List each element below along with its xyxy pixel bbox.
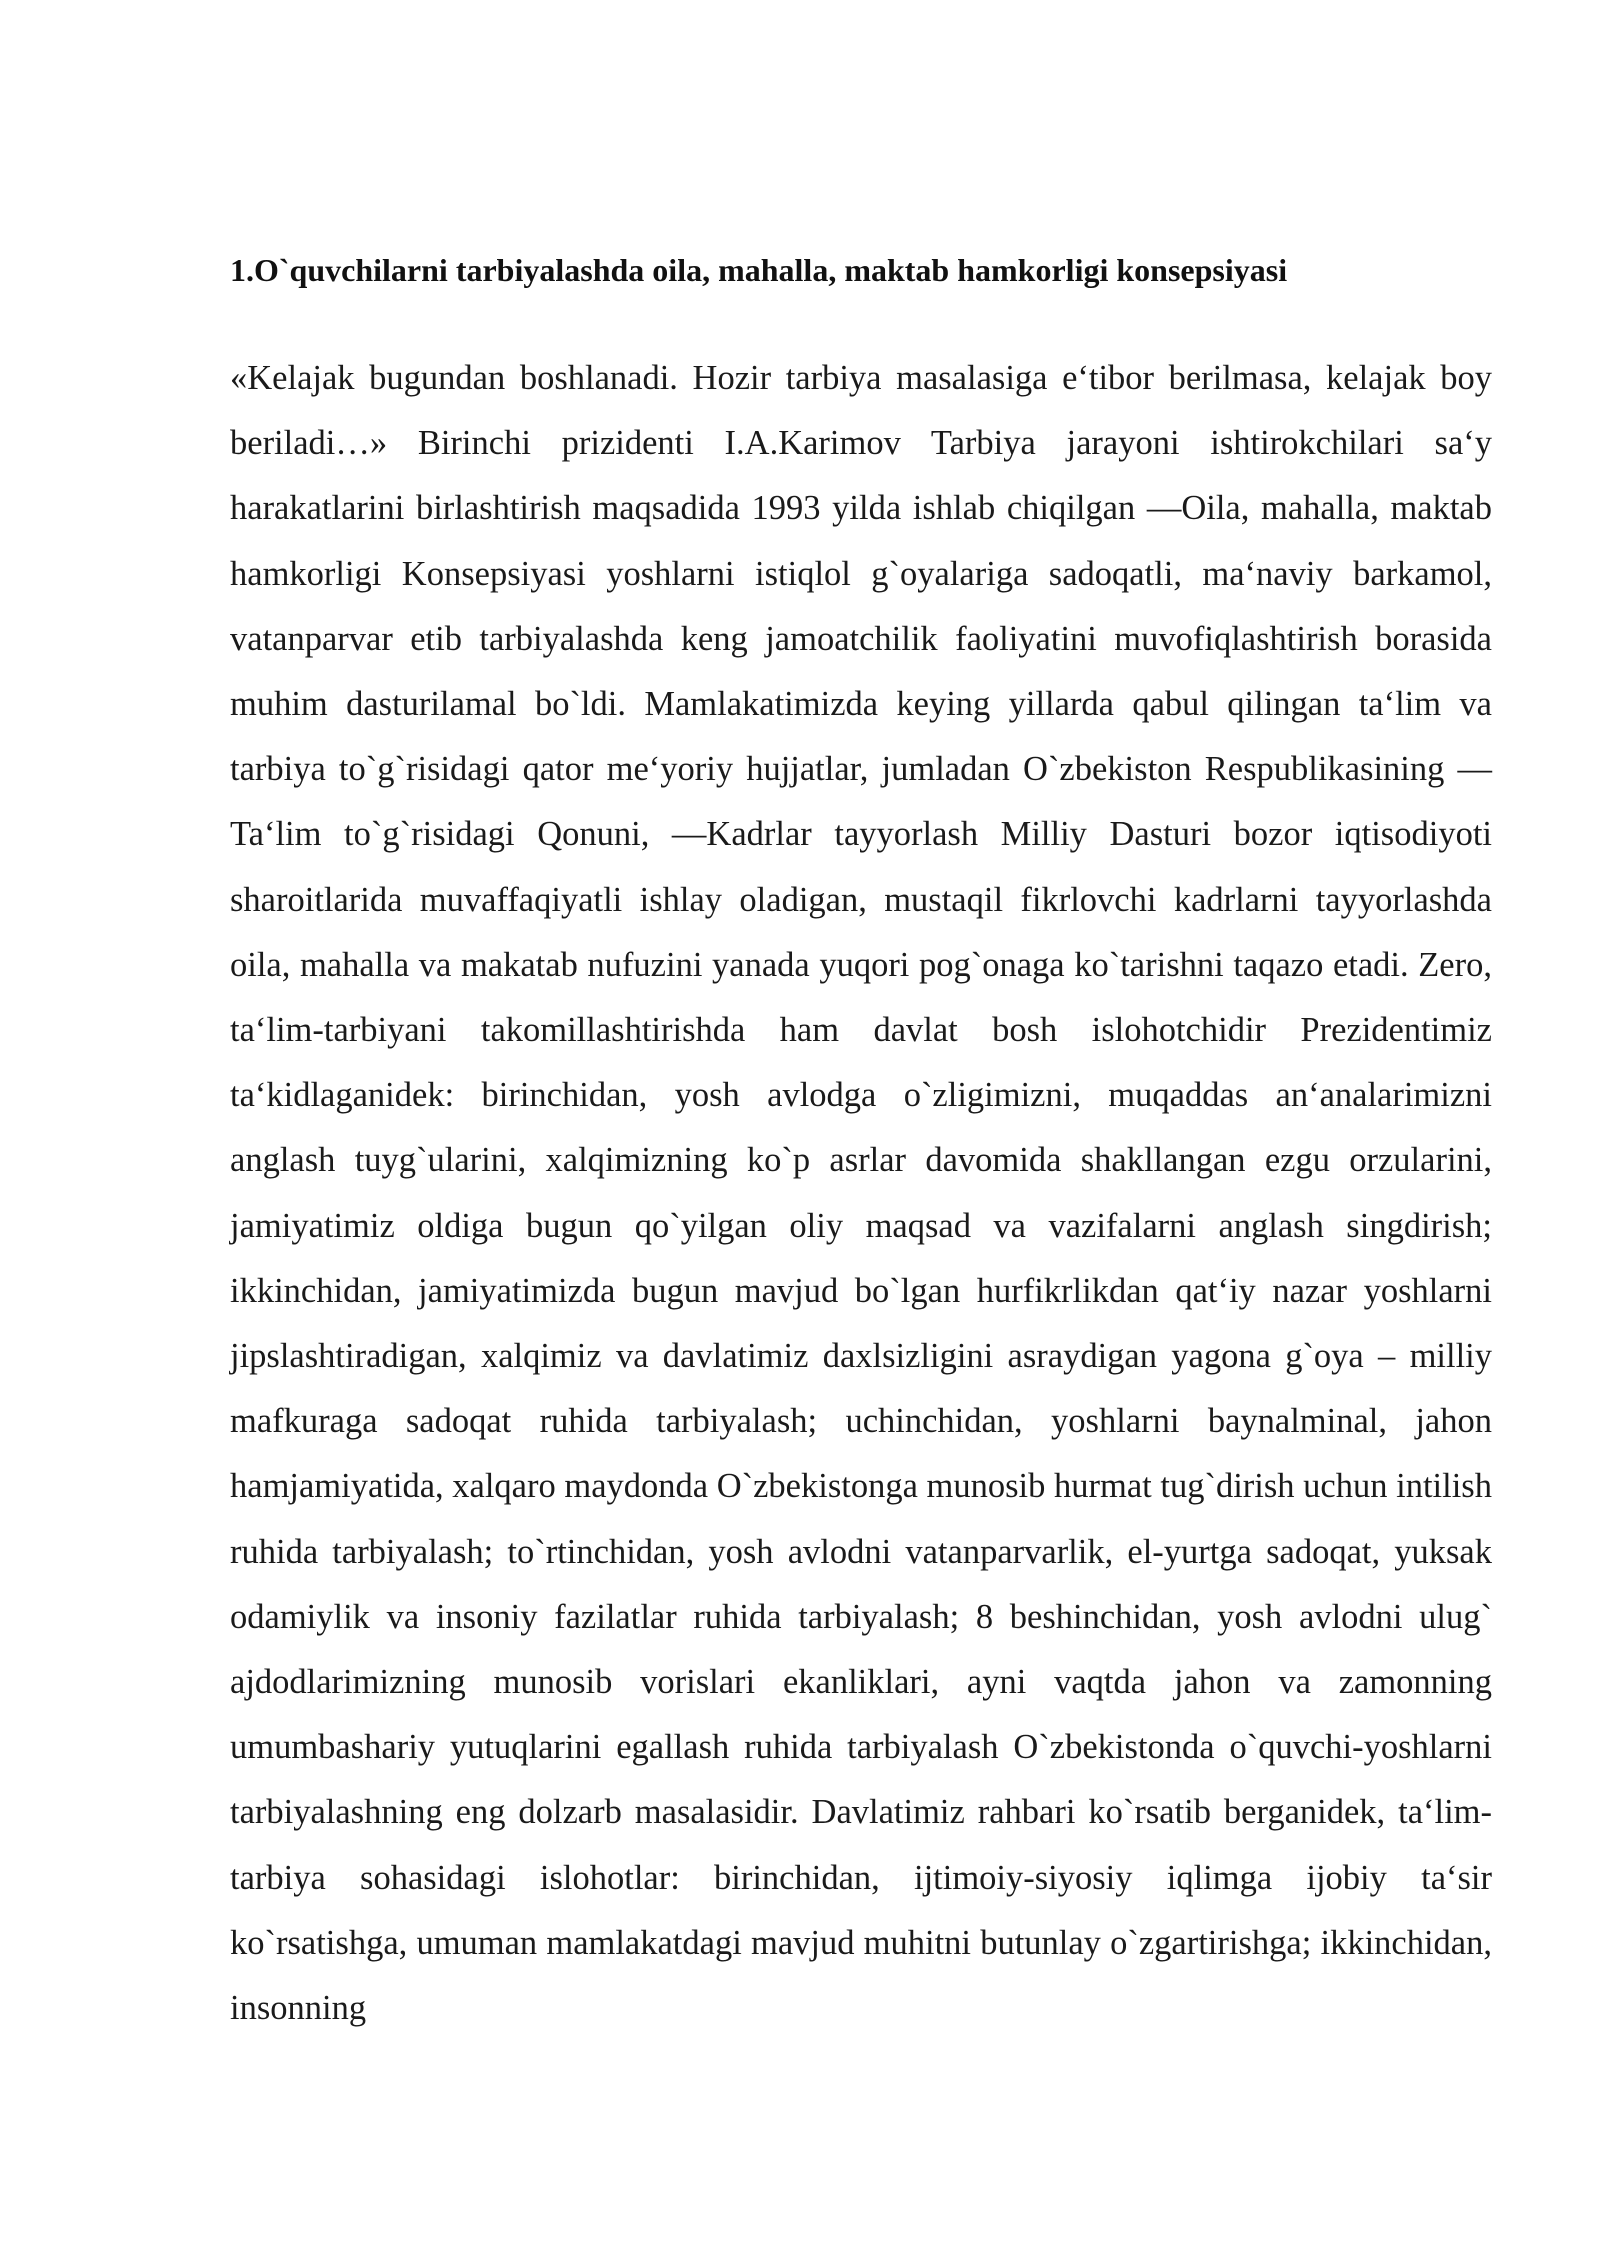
section-heading: 1.O`quvchilarni tarbiyalashda oila, mahalla, maktab hamkorligi konsepsiyasi xyxy=(230,252,1288,288)
body-paragraph: «Kelajak bugundan boshlanadi. Hozir tarbiya masalasiga e‘tibor berilmasa, kelajak boy beriladi…» Birinchi prizidenti I.A.Karimov Tarbiya jarayoni ishtirokchilari sa‘y harakatlarini birlashtirish maqsadida 1993 yilda ishlab chiqilgan —Oila, mahalla, maktab hamkorligi Konsepsiyasi yoshlarni istiqlol g`oyalariga sadoqatli, ma‘naviy barkamol, vatanparvar etib tarbiyalashda keng jamoatchilik faoliyatini muvofiqlashtirish borasida muhim dasturilamal bo`ldi. Mamlakatimizda keying yillarda qabul qilingan ta‘lim va tarbiya to`g`risidagi qator me‘yoriy hujjatlar, jumladan O`zbekiston Respublikasining —Ta‘lim to`g`risidagi Qonuni, —Kadrlar tayyorlash Milliy Dasturi bozor iqtisodiyoti sharoitlarida muvaffaqiyatli ishlay oladigan, mustaqil fikrlovchi kadrlarni tayyorlashda oila, mahalla va makatab nufuzini yanada yuqori pog`onaga ko`tarishni taqazo etadi. Zero, ta‘lim-tarbiyani takomillashtirishda ham davlat bosh islohotchidir Prezidentimiz ta‘kidlaganidek: birinchidan, yosh avlodga o`zligimizni, muqaddas an‘analarimizni anglash tuyg`ularini, xalqimizning ko`p asrlar davomida shakllangan ezgu orzularini, jamiyatimiz oldiga bugun qo`yilgan oliy maqsad va vazifalarni anglash singdirish; ikkinchidan, jamiyatimizda bugun mavjud bo`lgan hurfikrlikdan qat‘iy nazar yoshlarni jipslashtiradigan, xalqimiz va davlatimiz daxlsizligini asraydigan yagona g`oya – milliy mafkuraga sadoqat ruhida tarbiyalash; uchinchidan, yoshlarni baynalminal, jahon hamjamiyatida, xalqaro maydonda O`zbekistonga munosib hurmat tug`dirish uchun intilish ruhida tarbiyalash; to`rtinchidan, yosh avlodni vatanparvarlik, el-yurtga sadoqat, yuksak odamiylik va insoniy fazilatlar ruhida tarbiyalash; 8 beshinchidan, yosh avlodni ulug` ajdodlarimizning munosib vorislari ekanliklari, ayni vaqtda jahon va zamonning umumbashariy yutuqlarini egallash ruhida tarbiyalash O`zbekistonda o`quvchi-yoshlarni tarbiyalashning eng dolzarb masalasidir. Davlatimiz rahbari ko`rsatib berganidek, ta‘lim-tarbiya sohasidagi islohotlar: birinchidan, ijtimoiy-siyosiy iqlimga ijobiy ta‘sir ko`rsatishga, umuman mamlakatdagi mavjud muhitni butunlay o`zgartirishga; ikkinchidan, insonning xyxy=(230,359,1492,2028)
